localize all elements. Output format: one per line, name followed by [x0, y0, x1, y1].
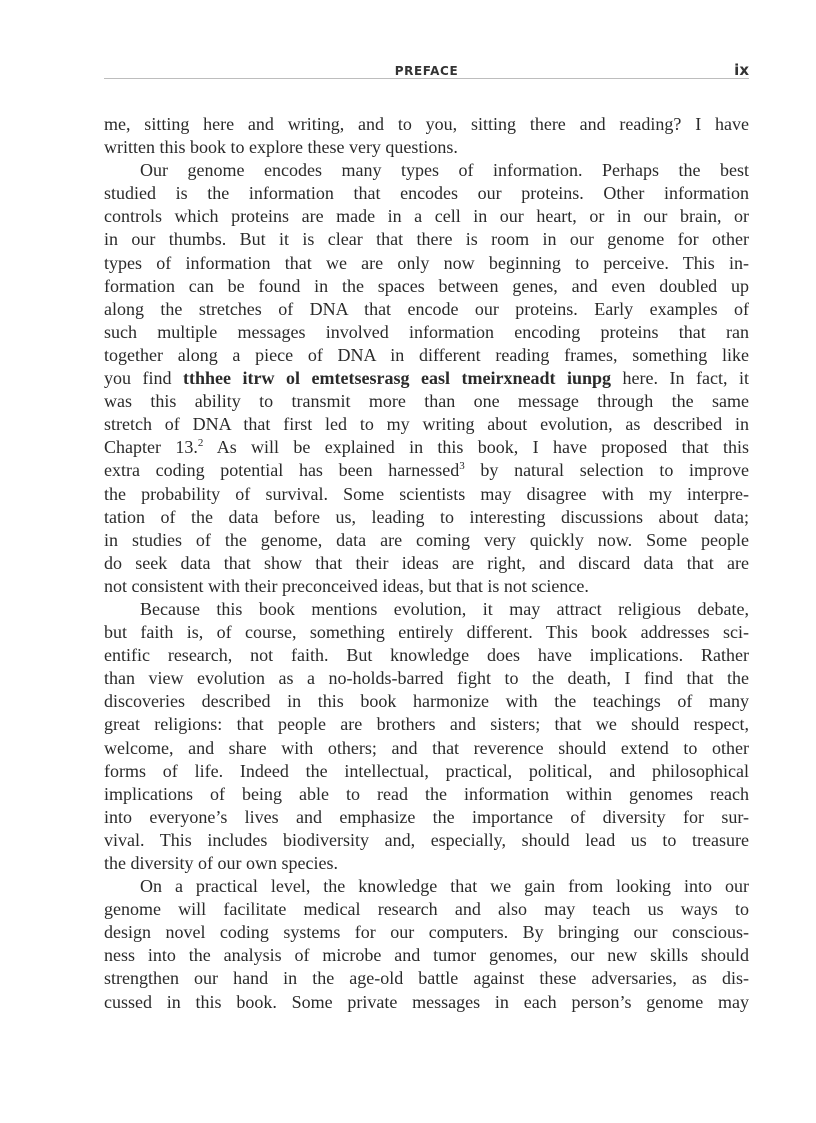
text-line: vival. This includes biodiversity and, especially, should lead us to treasure	[104, 829, 749, 850]
text-line-footnote-2	[104, 436, 749, 459]
text-line: not consistent with their preconceived ideas, but that is not science.	[104, 575, 589, 596]
text-line: together along a piece of DNA in different reading frames, something like	[104, 344, 749, 365]
text-line: than view evolution as a no-holds-barred fight to the death, I find that the	[104, 668, 749, 689]
text-line: into everyone’s lives and emphasize the importance of diversity for sur-	[104, 806, 749, 827]
body-text	[104, 113, 749, 1014]
text-line: along the stretches of DNA that encode our proteins. Early examples of	[104, 298, 749, 319]
text-line: welcome, and share with others; and that reverence should extend to other	[104, 737, 749, 758]
text-fragment: by natural selection to improve	[464, 460, 750, 481]
book-page	[104, 56, 749, 1014]
text-line: studied is the information that encodes our proteins. Other information	[104, 183, 749, 204]
text-line: great religions: that people are brothers and sisters; that we should respect,	[104, 714, 749, 735]
running-head	[104, 56, 749, 79]
text-line: was this ability to transmit more than one message through the same	[104, 391, 749, 412]
text-line: written this book to explore these very questions.	[104, 137, 458, 158]
text-line-interleaved-message	[104, 367, 749, 390]
text-line: stretch of DNA that first led to my writing about evolution, as described in	[104, 414, 749, 435]
text-line: design novel coding systems for our computers. By bringing our conscious-	[104, 922, 749, 943]
text-line: genome will facilitate medical research and also may teach us ways to	[104, 899, 749, 920]
footnote-marker-3[interactable]: 3	[459, 460, 465, 473]
text-line: discoveries described in this book harmonize with the teachings of many	[104, 691, 749, 712]
text-line: me, sitting here and writing, and to you, sitting there and reading? I have	[104, 114, 749, 134]
text-fragment: you find	[104, 368, 184, 389]
page-number: ix	[734, 61, 749, 79]
text-fragment: here. In fact, it	[611, 368, 749, 389]
paragraph-1	[104, 113, 749, 159]
running-head-title: PREFACE	[394, 64, 459, 78]
text-fragment: As will be explained in this book, I have proposed that this	[203, 437, 749, 458]
text-line: Our genome encodes many types of information. Perhaps the best	[140, 160, 749, 181]
text-fragment: Chapter 13.	[104, 437, 198, 458]
footnote-marker-2[interactable]: 2	[197, 437, 204, 450]
text-fragment: extra coding potential has been harnessed	[104, 460, 460, 481]
text-line: do seek data that show that their ideas are right, and discard data that are	[104, 552, 749, 573]
text-line: such multiple messages involved information encoding proteins that ran	[104, 321, 749, 342]
paragraph-2	[104, 159, 749, 598]
text-line: cussed in this book. Some private messages in each person’s genome may	[104, 991, 749, 1012]
text-line: controls which proteins are made in a cell in our heart, or in our brain, or	[104, 206, 749, 227]
text-line: formation can be found in the spaces between genes, and even doubled up	[104, 275, 749, 296]
text-line: the probability of survival. Some scientists may disagree with my interpre-	[104, 483, 749, 504]
text-line: Because this book mentions evolution, it may attract religious debate,	[140, 598, 749, 619]
text-line: implications of being able to read the information within genomes reach	[104, 783, 749, 804]
text-line: in our thumbs. But it is clear that there is room in our genome for other	[104, 229, 749, 250]
paragraph-3	[104, 598, 749, 875]
text-line: ness into the analysis of microbe and tumor genomes, our new skills should	[104, 945, 749, 966]
text-line: entific research, not faith. But knowledge does have implications. Rather	[104, 645, 749, 666]
text-line-footnote-3	[104, 459, 749, 482]
paragraph-4	[104, 875, 749, 1014]
text-line: the diversity of our own species.	[104, 853, 338, 873]
text-line: tation of the data before us, leading to interesting discussions about data;	[104, 506, 749, 527]
text-line: strengthen our hand in the age-old battle against these adversaries, as dis-	[104, 968, 749, 989]
text-line: On a practical level, the knowledge that we gain from looking into our	[140, 876, 749, 897]
text-line: in studies of the genome, data are coming very quickly now. Some people	[104, 529, 749, 550]
text-line: forms of life. Indeed the intellectual, practical, political, and philosophical	[104, 760, 749, 781]
interleaved-message: tthhee itrw ol emtetsesrasg easl tmeirxneadt iunpg	[183, 368, 611, 389]
text-line: types of information that we are only now beginning to perceive. This in-	[104, 252, 749, 273]
text-line: but faith is, of course, something entirely different. This book addresses sci-	[104, 622, 749, 643]
